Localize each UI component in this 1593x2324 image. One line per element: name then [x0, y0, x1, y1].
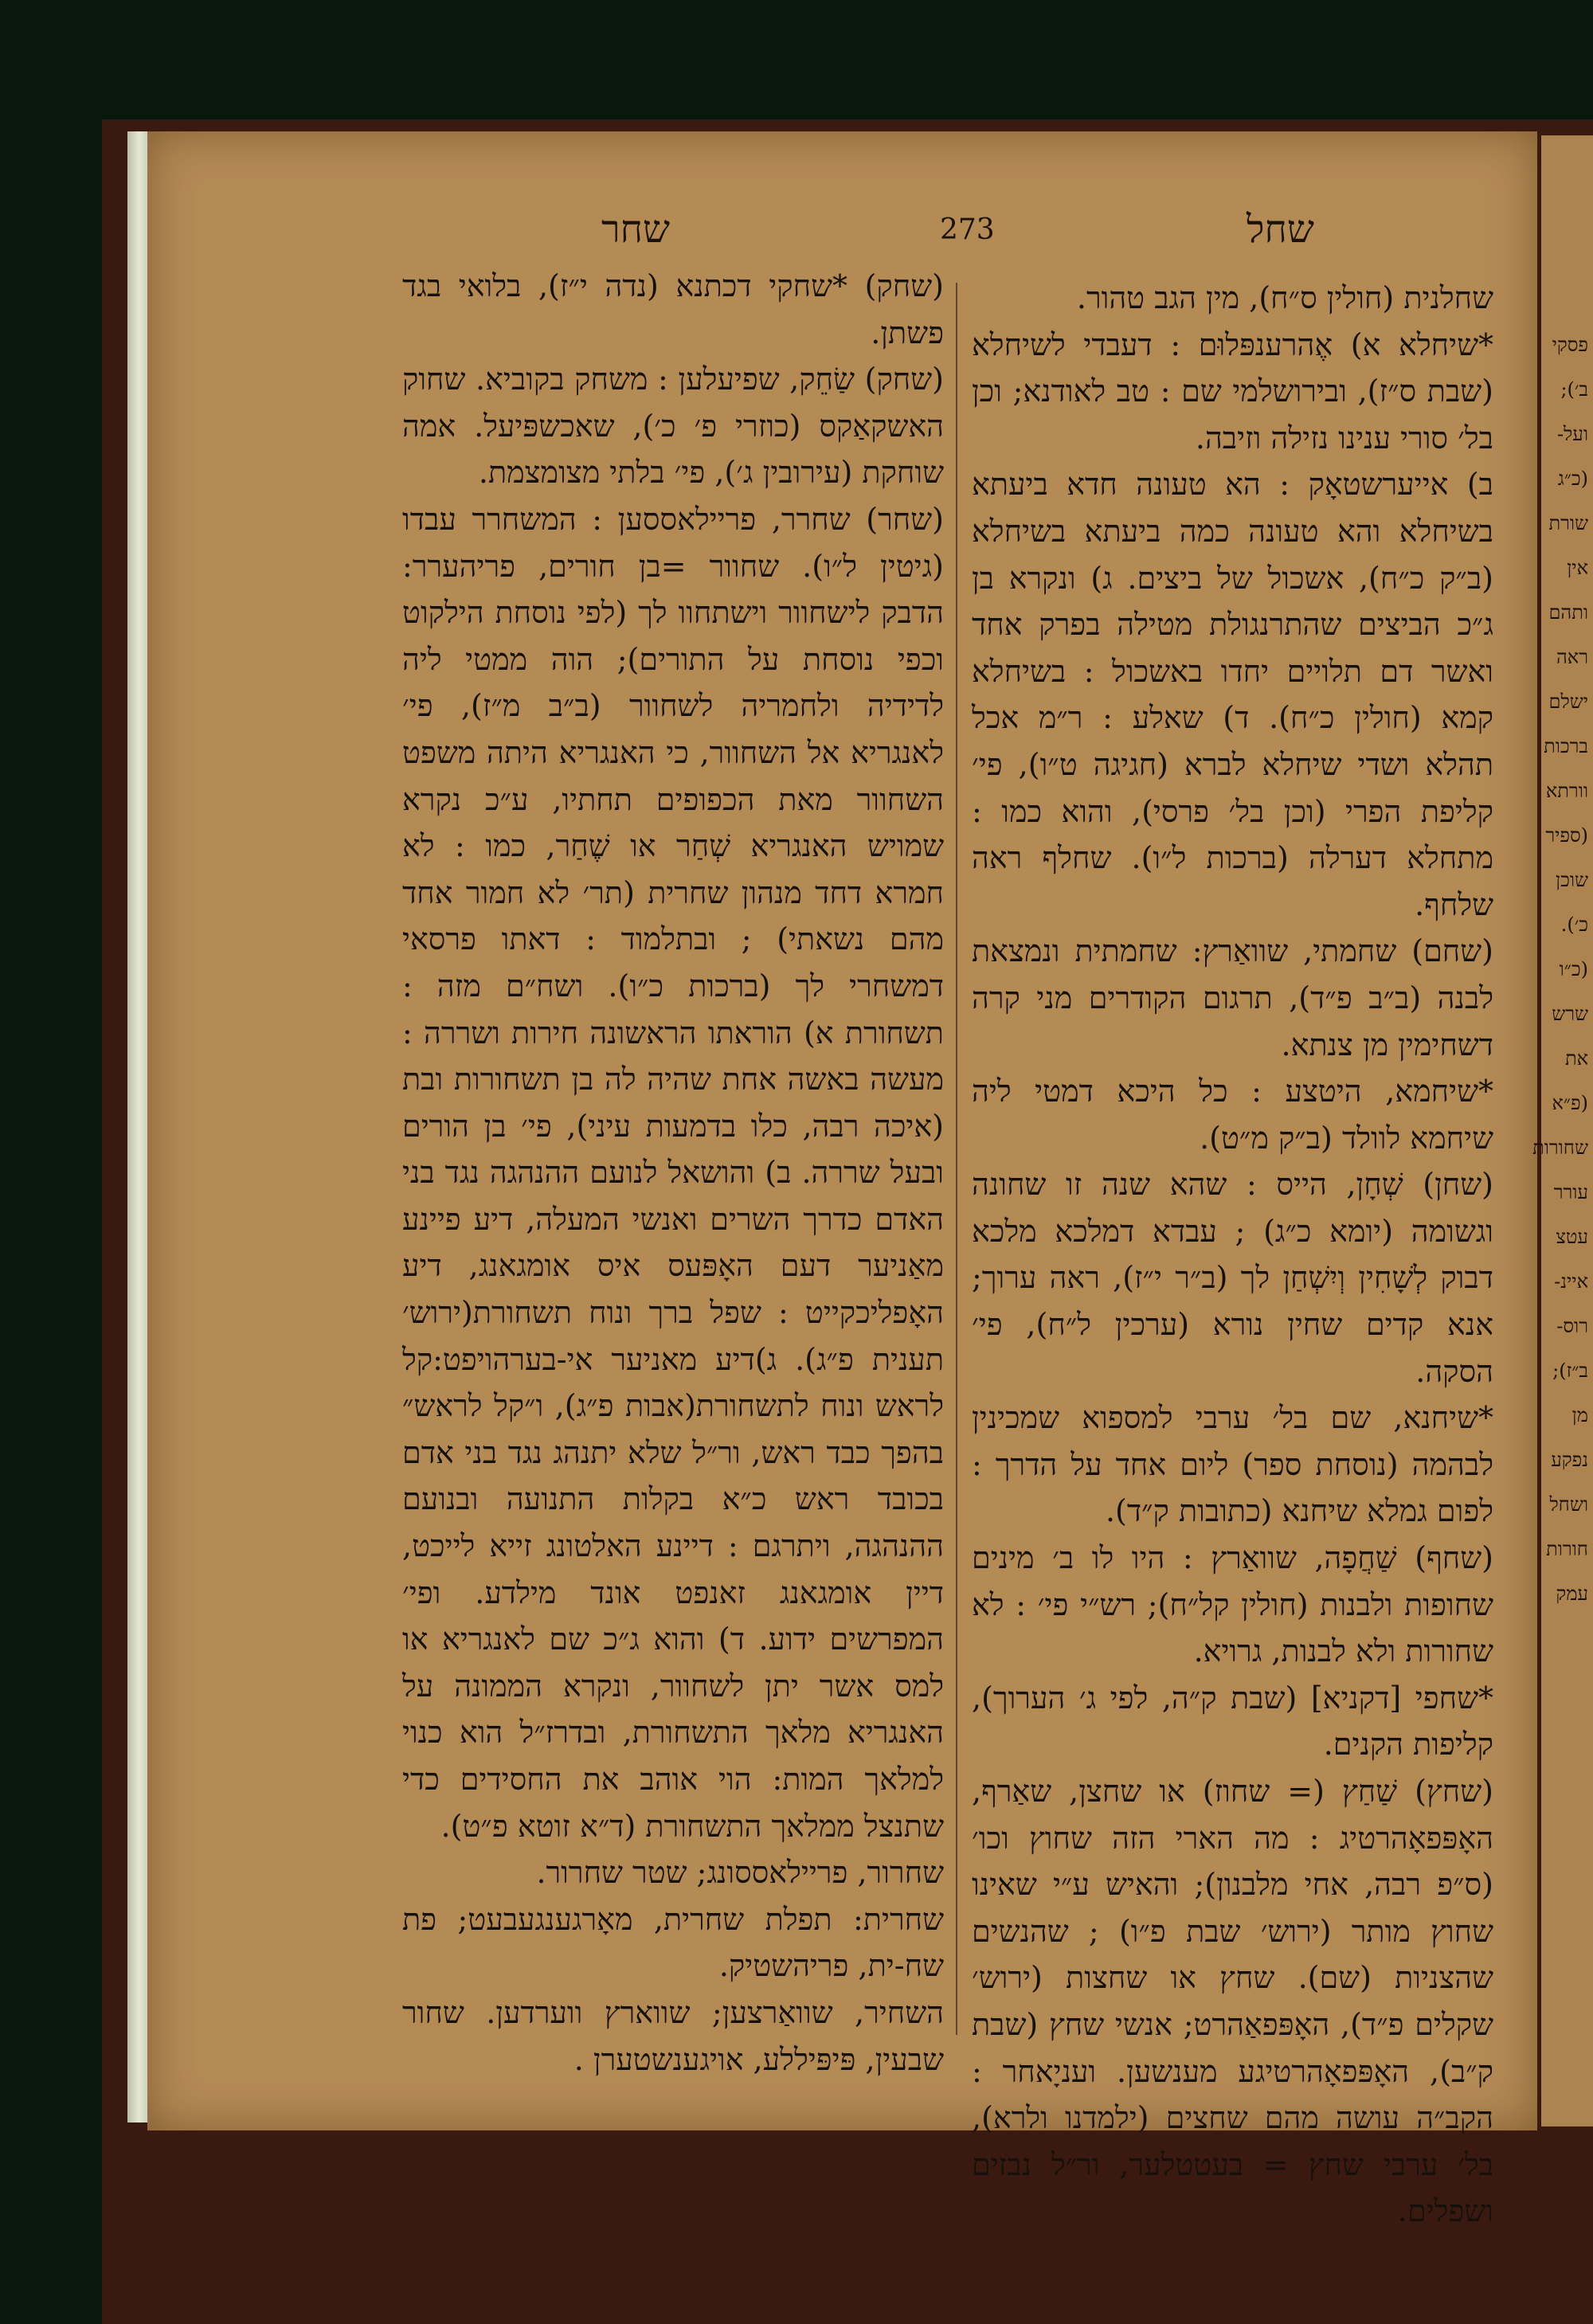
entry-paragraph: *שיחנא, שם בל׳ ערבי למספוא שמכינין לבהמה (נוסחת ספר) ליום אחד על הדרך : לפום גמלא שיחנא (כתובות ק״ד).: [972, 1400, 1493, 1529]
entry-paragraph: שחרית: תפלת שחרית, מאָרגענגעבעט; פת שח-ית, פריהשטיק.: [402, 1901, 944, 1984]
entry-paragraph: (שחק) שַׂחֵק, שפיעלען : משחק בקוביא. שחוק האשקאַקס (כוזרי פ׳ כ׳), שאכשפּיעל. אמה שוחקת (עירובין ג׳), פי׳ בלתי מצומצמת.: [402, 362, 944, 491]
entry-paragraph: *שיחמא, היטצע : כל היכא דמטי ליה שיחמא לוולד (ב״ק מ״ט).: [972, 1074, 1493, 1156]
next-page-line: רוס-: [1556, 1315, 1588, 1337]
entry-paragraph: שחרור, פריילאססונג; שטר שחרור.: [536, 1855, 944, 1891]
entry-paragraph: (שחן) שְׁחָן, הייס : שהא שנה זו שחונה וגשומה (יומא כ״ג) ; עבדא דמלכא מלכא דבוק לְשָׁחִין וְיִשְׁחַן לך (ב״ר י״ז), ראה ערוך; אנא קדים שחין נורא (ערכין ל״ח), פי׳ הסקה.: [972, 1167, 1493, 1389]
entry-paragraph: השחיר, שוואַרצען; שווארץ ווערדען. שחור שבעין, פּיפּיללע, אויגענשטערן .: [402, 1994, 944, 2077]
next-page-line: שחורות: [1532, 1137, 1588, 1159]
next-page-text: [1532, 135, 1593, 1616]
entry-paragraph: ב) אייערשטאָק : הא טעונה חדא ביעתא בשיחלא והא טעונה כמה ביעתא בשיחלא (ב״ק כ״ח), אשכול של ביצים. ג) ונקרא בן ג״כ הביצים שהתרנגולת מטילה בפרק אחד ואשר דם תלויים יחדו באשכול : בשיחלא קמא (חולין כ״ח). ד) שאלע : ר״מ אכל תהלא ושדי שיחלא לברא (חגיגה ט״ו), פי׳ קליפת הפרי (וכן בל׳ פרסי), והוא כמו : מתחלא דערלה (ברכות ל״ו). שחלף ראה שלחף.: [972, 467, 1493, 922]
next-page-line: ישלם: [1548, 691, 1588, 713]
left-running-header: שחר: [601, 207, 670, 252]
entry-paragraph: *שחפי [דקניא] (שבת ק״ה, לפי ג׳ הערוך), קליפות הקנים.: [972, 1680, 1493, 1763]
page-edges: [127, 131, 150, 2123]
next-page-line: את: [1564, 1047, 1588, 1070]
next-page-line: שרש: [1552, 1003, 1588, 1025]
next-page-line: פסקי: [1552, 334, 1588, 356]
next-page-line: ברכות: [1544, 735, 1588, 757]
entry-paragraph: *שיחלא א) אֶהרענפּלוּם : דעבדי לשיחלא (שבת ס״ז), ובירושלמי שם : טב לאודנא; וכן בל׳ סורי ענינו נזילה וזיבה.: [972, 327, 1493, 456]
next-page-line: כ׳).: [1560, 914, 1588, 936]
next-page-line: מן: [1571, 1404, 1588, 1426]
next-page-line: עמק: [1556, 1583, 1588, 1605]
next-page-line: אין: [1567, 557, 1588, 579]
next-page-line: איינ-: [1554, 1270, 1588, 1293]
next-page-line: וורתא: [1545, 780, 1588, 802]
next-page-line: נפקע: [1551, 1449, 1588, 1471]
next-page-line: (כ״ו: [1559, 958, 1588, 980]
next-page-line: שורת: [1548, 512, 1588, 534]
next-page-fragment: [1532, 135, 1593, 2126]
next-page-line: (כ״ג: [1557, 468, 1588, 490]
next-page-line: (ספיר: [1545, 824, 1588, 847]
entry-paragraph: (שחם) שחמתי, שוואַרץ: שחמתית ונמצאת לבנה (ב״ב פ״ד), תרגום הקודרים מני קרה דשחימין מן צנתא.: [972, 933, 1493, 1062]
next-page-line: ותהם: [1548, 601, 1588, 624]
next-page-line: חורות: [1546, 1538, 1588, 1560]
right-text-column: [972, 275, 1493, 2229]
next-page-line: עורר: [1553, 1181, 1588, 1203]
column-divider: [956, 283, 957, 2035]
entry-paragraph: שחלנית (חולין ס״ח), מין הגב טהור.: [1076, 280, 1493, 315]
next-page-line: שוכן: [1556, 869, 1588, 891]
next-page-line: ראה: [1556, 646, 1588, 668]
next-page-line: ועל-: [1556, 423, 1588, 445]
entry-paragraph: (שחר) שחרר, פריילאססען : המשחרר עבדו (גיטין ל״ו). שחוור =בן חורים, פריהערר: הדבק לישחוור וישתחוו לך (לפי נוסחת הילקוט וכפי נוסחת על התורים); הוה ממטי ליה לדידיה ולחמריה לשחוור (ב״ב מ״ז), פי׳ לאנגריא אל השחוור, כי האנגריא היתה משפט השחוור מאת הכפופים תחתיו, ע״כ נקרא שמויש האנגריא שְׁחַר או שֶׁחַר, כמו : לא חמרא דחד מנהון שחרית (תר׳ לא חמור אחד מהם נשאתי) ; ובתלמוד : דאתו פרסאי דמשחרי לך (ברכות כ״ו). ושח״ם מזה : תשחורת א) הוראתו הראשונה חירות ושררה : מעשה באשה אחת שהיה לה בן תשחורות ובת (איכה רבה, כלו בדמעות עיני), פי׳ בן הורים ובעל שררה. ב) והושאל לנועם ההנהגה נגד בני האדם כדרך השרים ואנשי המעלה, דיע פיינע מאַניער דעם האָפּעס איס אומגאנג, דיע האָפליכקייט : שפל ברך ונוח תשחורת(ירוש׳ תענית פ״ג). ג)דיע מאניער אי-בערהויפט:קל לראש ונוח לתשחורת(אבות פ״ג), ו״קל לראש״ בהפך כבד ראש, ור״ל שלא יתנהג נגד בני אדם בכובד ראש כ״א בקלות התנועה ובנועם ההנהגה, ויתרגם : דיינע האלטונג זייא לייכט, דיין אומגאנג זאנפט אונד מילדע. ופי׳ המפרשים ידוע. ד) והוא ג״כ שם לאנגריא או למס אשר יתן לשחוור, ונקרא הממונה על האנגריא מלאך התשחורת, ובדרז״ל הוא כנוי למלאך המות: הוי אוהב את החסידים כדי שתנצל ממלאך התשחורת (ד״א זוטא פ״ט).: [402, 501, 944, 1844]
right-running-header: שחל: [1247, 207, 1314, 252]
next-page-line: עטצ: [1556, 1226, 1588, 1248]
entry-paragraph: (שחף) שַׁחֲפָה, שוואַרץ : היו לו ב׳ מינים שחופות ולבנות (חולין קל״ח); רש״י פי׳ : לא שחורות ולא לבנות, גרויא.: [972, 1540, 1493, 1669]
next-page-line: ושחל: [1549, 1493, 1588, 1516]
next-page-line: ב״ז);: [1552, 1360, 1588, 1382]
page-number: 273: [940, 213, 995, 246]
entry-paragraph: (שחק) *שחקי דכתנא (נדה י״ז), בלואי בגד פשתן.: [402, 268, 944, 350]
entry-paragraph: (שחץ) שַׁחַץ (= שחוז) או שחצן, שאַרף, האָפּפאָהרטיג : מה הארי הזה שחוץ וכו׳ (ס״פ רבה, אחי מלבנון); והאיש ע״י שאינו שחוץ מותר (ירוש׳ שבת פ״ו) ; שהנשים שהצניות (שם). שחץ או שחצות (ירוש׳ שקלים פ״ד), האָפּפאַהרט; אנשי שחץ (שבת ק״ב), האָפּפאָהרטיגע מענשען. ועניָאחר : הקב״ה עושה מהם שחצים (ילמדנו ולרא), בל׳ ערבי שחץ = בעטטלער, ור״ל נבזים ושפלים.: [972, 1774, 1493, 2229]
next-page-line: ב׳);: [1560, 378, 1588, 401]
left-text-column: [402, 263, 944, 2077]
next-page-line: (פ״א: [1552, 1092, 1588, 1114]
